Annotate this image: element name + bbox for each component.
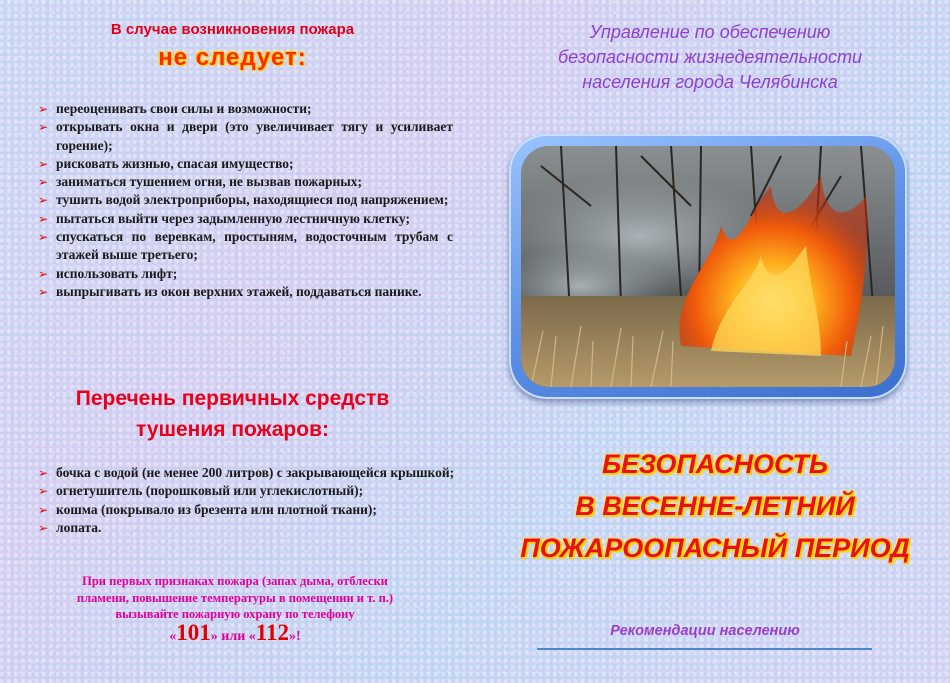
arrow-bullet-icon: ➢ bbox=[38, 284, 49, 299]
emergency-phones bbox=[60, 620, 410, 646]
list-item: ➢ бочка с водой (не менее 200 литров) с закрывающейся крышкой; bbox=[38, 464, 458, 482]
arrow-bullet-icon: ➢ bbox=[38, 466, 49, 480]
phone-quote-open: « bbox=[169, 629, 177, 644]
list-item: ➢ тушить водой электроприборы, находящиеся под напряжением; bbox=[38, 191, 453, 209]
arrow-bullet-icon: ➢ bbox=[38, 484, 49, 499]
arrow-bullet-icon: ➢ bbox=[38, 156, 49, 171]
list-item: ➢ кошма (покрывало из брезента или плотной ткани); bbox=[38, 501, 458, 519]
list-item: ➢ выпрыгивать из окон верхних этажей, поддаваться панике. bbox=[38, 283, 453, 301]
title-line: ПОЖАРООПАСНЫЙ ПЕРИОД bbox=[520, 533, 910, 563]
organization-name bbox=[510, 20, 910, 95]
arrow-bullet-icon: ➢ bbox=[38, 502, 49, 517]
arrow-bullet-icon: ➢ bbox=[38, 193, 49, 208]
list-item: ➢ пытаться выйти через задымленную лестничную клетку; bbox=[38, 210, 453, 228]
org-line: безопасности жизнедеятельности bbox=[558, 47, 862, 67]
do-not-heading: не следует: bbox=[158, 44, 307, 71]
arrow-bullet-icon: ➢ bbox=[38, 266, 49, 281]
list-item: ➢ использовать лифт; bbox=[38, 265, 453, 283]
list-item: ➢ рисковать жизнью, спасая имущество; bbox=[38, 155, 453, 173]
means-heading-line: тушения пожаров: bbox=[136, 418, 329, 441]
phone-separator: » или « bbox=[210, 629, 256, 644]
phone-number-101: 101 bbox=[176, 620, 211, 645]
fire-case-heading: В случае возникновения пожара bbox=[110, 21, 355, 38]
list-item: ➢ огнетушитель (порошковый или углекислотный); bbox=[38, 482, 458, 500]
arrow-bullet-icon: ➢ bbox=[38, 230, 49, 245]
wildfire-photo-frame bbox=[509, 134, 907, 399]
title-line: В ВЕСЕННЕ-ЛЕТНИЙ bbox=[575, 491, 855, 521]
arrow-bullet-icon: ➢ bbox=[38, 120, 49, 135]
do-not-list bbox=[38, 100, 453, 301]
emergency-hint: При первых признаках пожара (запах дыма, отблески пламени, повышение температуры в помещении и т. п.) вызывайте пожарную охрану по телефону bbox=[76, 574, 394, 621]
leaflet-title bbox=[480, 443, 950, 569]
extinguishing-means-heading bbox=[20, 383, 445, 445]
title-line: БЕЗОПАСНОСТЬ bbox=[601, 449, 829, 479]
means-heading-line: Перечень первичных средств bbox=[75, 387, 390, 410]
recommendations-caption: Рекомендации населению bbox=[610, 623, 800, 639]
arrow-bullet-icon: ➢ bbox=[38, 211, 49, 226]
divider-line bbox=[537, 648, 872, 650]
org-line: населения города Челябинска bbox=[582, 72, 838, 92]
phone-number-112: 112 bbox=[255, 620, 290, 645]
wildfire-photo bbox=[521, 146, 895, 387]
arrow-bullet-icon: ➢ bbox=[38, 102, 49, 116]
arrow-bullet-icon: ➢ bbox=[38, 175, 49, 190]
list-item: ➢ лопата. bbox=[38, 519, 458, 537]
phone-quote-close: »! bbox=[289, 629, 301, 644]
list-item: ➢ переоценивать свои силы и возможности; bbox=[38, 100, 453, 118]
org-line: Управление по обеспечению bbox=[589, 22, 831, 42]
list-item: ➢ заниматься тушением огня, не вызвав пожарных; bbox=[38, 173, 453, 191]
list-item: ➢ спускаться по веревкам, простыням, водосточным трубам с этажей выше третьего; bbox=[38, 229, 453, 263]
extinguishing-means-list bbox=[38, 464, 458, 537]
arrow-bullet-icon: ➢ bbox=[38, 520, 49, 535]
grass-fire-illustration bbox=[521, 146, 895, 387]
list-item: ➢ открывать окна и двери (это увеличивает тягу и усиливает горение); bbox=[38, 119, 453, 153]
